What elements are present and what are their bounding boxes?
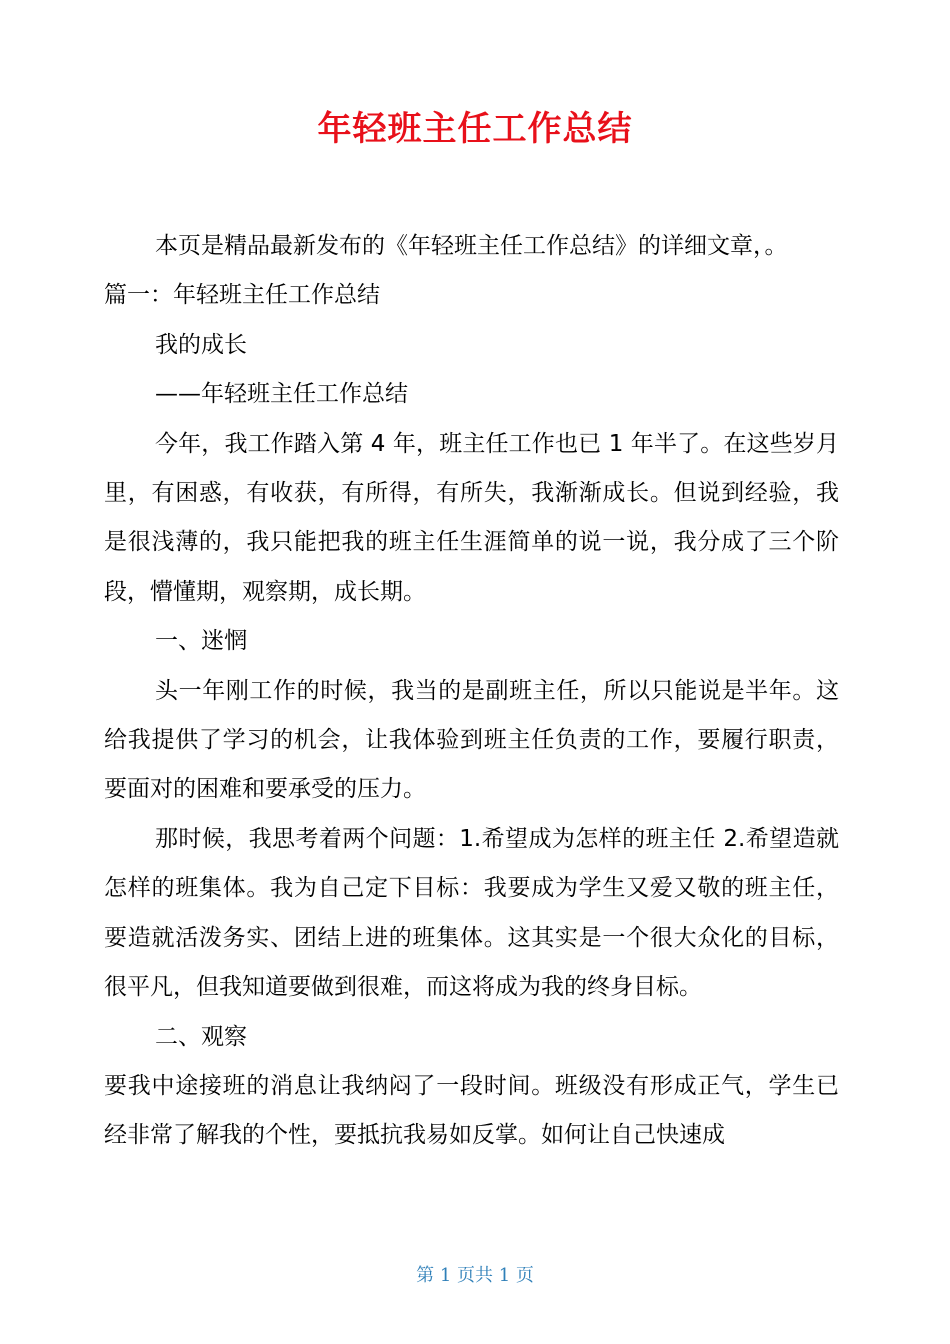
section-heading: 一、迷惘: [155, 628, 247, 655]
paragraph-intro: 本页是精品最新发布的《年轻班主任工作总结》的详细文章，。: [155, 233, 788, 259]
paragraph-body: 头一年刚工作的时候，我当的是副班主任，所以只能说是半年。这给我提供了学习的机会，让我体验到班主任负责的工作，要履行职责，要面对的困难和要承受的压力。: [104, 677, 839, 803]
document-title: 年轻班主任工作总结: [317, 109, 633, 149]
paragraph-subtitle: 我的成长: [155, 331, 247, 358]
paragraph-body: 今年，我工作踏入第 4 年，班主任工作也已 1 年半了。在这些岁月里，有困惑，有收获，有所得，有所失，我渐渐成长。但说到经验，我是很浅薄的，我只能把我的班主任生涯简单的说一说，我分成了三个阶段，懵懂期，观察期，成长期。: [104, 430, 839, 605]
paragraph-body: 那时候，我思考着两个问题：1.希望成为怎样的班主任 2.希望造就怎样的班集体。我为自己定下目标：我要成为学生又爱又敬的班主任，要造就活泼务实、团结上进的班集体。这其实是一个很大众化的目标，很平凡，但我知道要做到很难，而这将成为我的终身目标。: [104, 825, 839, 1001]
paragraph-subtitle-dash: ——年轻班主任工作总结: [155, 381, 408, 408]
section-heading: 二、观察: [155, 1023, 247, 1050]
paragraph-body: 要我中途接班的消息让我纳闷了一段时间。班级没有形成正气，学生已经非常了解我的个性，要抵抗我易如反掌。如何让自己快速成: [104, 1072, 839, 1149]
paragraph-chapter-heading: 篇一：年轻班主任工作总结: [104, 282, 380, 309]
page-footer: 第 1 页共 1 页: [416, 1265, 534, 1286]
document-body: [104, 222, 839, 1161]
